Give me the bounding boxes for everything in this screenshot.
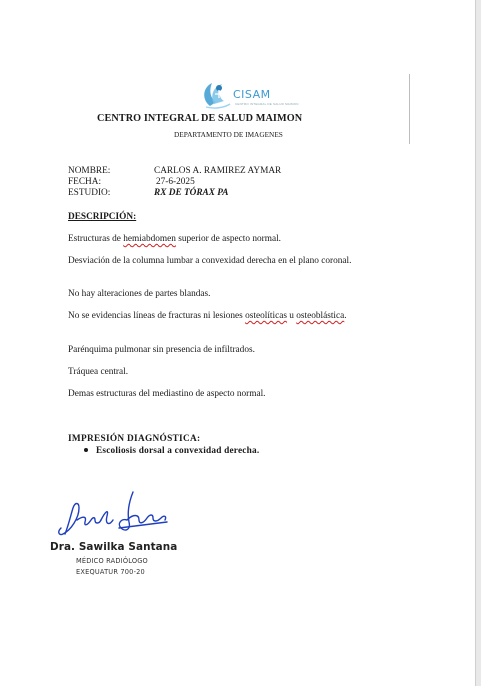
text-run: Estructuras de <box>68 234 124 244</box>
department-title: DEPARTAMENTO DE IMAGENES <box>174 130 283 139</box>
text-run: superior de aspecto normal. <box>175 234 281 244</box>
description-paragraph: Tráquea central. <box>68 367 129 377</box>
text-run: No se evidencias líneas de fracturas ni lesiones <box>68 311 246 321</box>
misspelled-word: osteolíticas <box>245 311 287 321</box>
impression-item-text: Escoliosis dorsal a convexidad derecha. <box>96 446 260 456</box>
cisam-logo <box>200 78 299 112</box>
date-label: FECHA: <box>68 177 102 187</box>
name-label: NOMBRE: <box>68 166 111 176</box>
date-value: 27-6-2025 <box>156 177 195 187</box>
description-paragraph: Desviación de la columna lumbar a convexidad derecha en el plano coronal. <box>68 256 352 266</box>
impression-heading: IMPRESIÓN DIAGNÓSTICA: <box>68 434 201 444</box>
misspelled-word: osteoblástica <box>296 311 345 321</box>
impression-item <box>84 446 259 456</box>
misspelled-word: hemiabdomen <box>123 234 176 244</box>
logo-text: CISAM <box>233 88 271 101</box>
name-value: CARLOS A. RAMIREZ AYMAR <box>154 166 282 176</box>
description-paragraph <box>68 311 398 322</box>
description-paragraph <box>68 234 398 245</box>
description-paragraph: Parénquima pulmonar sin presencia de infiltrados. <box>68 345 255 355</box>
cisam-logo-icon <box>200 78 234 110</box>
doctor-exequatur: EXEQUATUR 700-20 <box>76 568 145 576</box>
logo-subtitle: CENTRO INTEGRAL DE SALUD MAIMON <box>235 102 299 106</box>
handwritten-signature <box>55 486 170 542</box>
description-paragraph: No hay alteraciones de partes blandas. <box>68 289 211 299</box>
doctor-title: MÉDICO RADIÓLOGO <box>76 557 148 565</box>
margin-marker <box>409 74 410 144</box>
description-heading: DESCRIPCIÓN: <box>68 212 137 222</box>
text-run: . <box>344 311 347 321</box>
center-title: CENTRO INTEGRAL DE SALUD MAIMON <box>97 113 303 124</box>
description-paragraph: Demas estructuras del mediastino de aspecto normal. <box>68 389 266 399</box>
text-run: u <box>286 311 297 321</box>
study-value: RX DE TÓRAX PA <box>154 188 229 198</box>
doctor-name: Dra. Sawilka Santana <box>50 541 178 553</box>
study-label: ESTUDIO: <box>68 188 111 198</box>
page-shadow <box>476 0 481 686</box>
bullet-icon <box>84 448 88 452</box>
